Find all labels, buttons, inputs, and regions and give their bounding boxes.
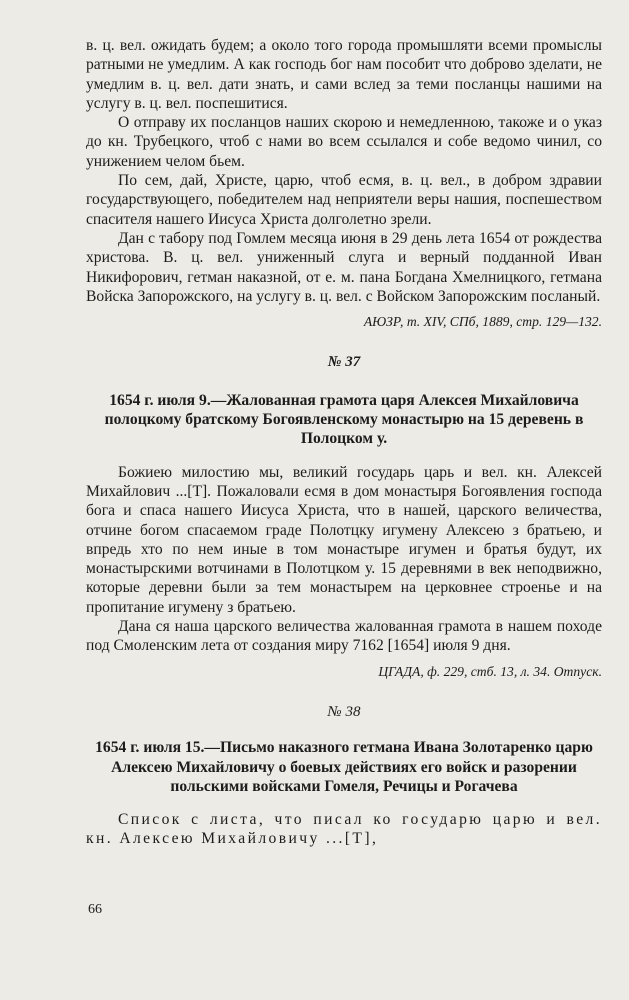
doc37-source-citation: ЦГАДА, ф. 229, стб. 13, л. 34. Отпуск. <box>378 663 602 679</box>
doc38-title: 1654 г. июля 15.—Письмо наказного гетмана Ивана Золотаренко царю Алексею Михайловичу о боевых действиях его войск и разорении польскими войсками Гомеля, Речицы и Рогачева <box>95 739 593 795</box>
page-content <box>86 36 602 849</box>
doc37-number: № 37 <box>327 354 361 371</box>
page-number: 66 <box>88 902 102 917</box>
doc37-paragraph-1: Божиею милостию мы, великий государь царь и вел. кн. Алексей Михайлович ...[Т]. Пожаловали есмя в дом монастыря Богоявления господа бога и спаса нашего Иисуса Христа, что в нашей, царского величества, отчине богом спасаемом граде Полотцку игумену Алексею з братьею, и впредь хто по нем иные в том монастыре игумен и братья будут, их монастырскими вотчинами в Полотцком у. 15 деревнями в век неподвижно, которые деревни были за тем монастырем на церковнее строенье и на пропитание игумену з братьею. <box>86 463 602 616</box>
doc36-paragraph-3: По сем, дай, Христе, царю, чтоб есмя, в. ц. вел., в добром здравии государствующего, победителем над неприятели веры нашия, поспешеством спасителя нашего Иисуса Христа долголетно зрели. <box>86 172 602 228</box>
document-36-continuation <box>86 36 602 331</box>
document-38 <box>86 703 602 849</box>
doc36-paragraph-2: О отправу их посланцов наших скорою и немедленною, такоже и о указ до кн. Трубецкого, чтоб с нами во всем ссылался и собе ведомо чинил, со унижением челом бьем. <box>86 114 602 170</box>
doc38-paragraph-1: Список с листа, что писал ко государю царю и вел. кн. Алексею Михайловичу ...[Т], <box>86 811 602 848</box>
doc36-source-citation: АЮЗР, т. XIV, СПб, 1889, стр. 129—132. <box>363 314 602 330</box>
document-37 <box>86 353 602 680</box>
doc36-paragraph-4: Дан с табору под Гомлем месяца июня в 29 день лета 1654 от рождества христова. В. ц. вел. униженный слуга и верный подданной Иван Никифорович, гетман наказной, от е. м. пана Богдана Хмелницкого, гетмана Войска Запорожского, на услугу в. ц. вел. с Войском Запорожским посланый. <box>86 229 602 305</box>
doc36-paragraph-1: в. ц. вел. ожидать будем; а около того города промышляти всеми промыслы ратными не умедлим. А как господь бог нам пособит что доброво зделати, не умедлим в. ц. вел. дати знать, и сами вслед за теми посланцы нашими на услугу в. ц. вел. поспешитися. <box>86 37 602 112</box>
doc37-paragraph-2: Дана ся наша царского величества жалованная грамота в нашем походе под Смоленским лета от создания миру 7162 [1654] июля 9 дня. <box>86 618 602 655</box>
doc37-title: 1654 г. июля 9.—Жалованная грамота царя Алексея Михайловича полоцкому братскому Богоявленскому монастырю на 15 деревень в Полоцком у. <box>104 391 584 448</box>
doc38-number: № 38 <box>327 703 361 720</box>
